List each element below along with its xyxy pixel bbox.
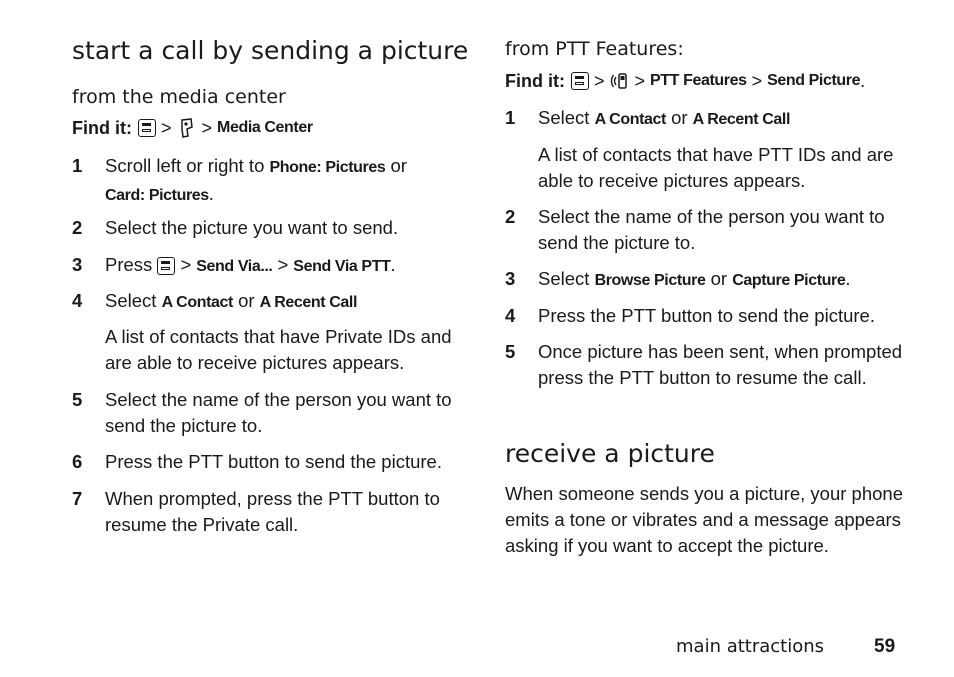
subheading-ptt-features: from PTT Features:: [505, 38, 684, 60]
step-text: [538, 266, 915, 294]
step-text-pre: Select: [538, 268, 595, 289]
step-text-mid: or: [232, 290, 260, 311]
separator: >: [593, 70, 605, 91]
step-text: Select the picture you want to send.: [105, 217, 399, 238]
step-text: [105, 288, 472, 316]
option-send-via-ptt: Send Via PTT: [293, 258, 391, 275]
step-text-post: .: [208, 183, 214, 204]
step-text-mid: or: [385, 155, 407, 176]
step-number: 4: [72, 290, 83, 311]
media-center-icon: [177, 117, 197, 139]
find-it-path: [72, 117, 313, 139]
section-title-send-picture: start a call by sending a picture: [72, 36, 469, 65]
step-text: Once picture has been sent, when prompted press the PTT button to resume the call.: [538, 341, 903, 388]
footer-section-label: main attractions: [676, 636, 825, 657]
find-it-path: [505, 70, 865, 92]
separator: >: [201, 117, 213, 138]
find-it-target: Media Center: [217, 119, 313, 136]
separator: >: [160, 117, 172, 138]
step-text-mid: or: [705, 268, 733, 289]
step-number: 6: [72, 451, 83, 472]
separator: >: [634, 70, 646, 91]
option-a-contact: A Contact: [594, 111, 666, 128]
menu-key-icon: [138, 119, 156, 137]
step-text-mid: or: [665, 107, 693, 128]
step-text: When prompted, press the PTT button to resume the Private call.: [105, 488, 440, 535]
step-text: [105, 153, 472, 209]
step-text: [105, 252, 472, 280]
step-text-pre: Press: [105, 254, 158, 275]
option-a-recent-call: A Recent Call: [692, 111, 791, 128]
step-number: 1: [72, 155, 83, 176]
find-it-send-picture: Send Picture: [767, 72, 861, 89]
find-it-post: .: [860, 70, 866, 91]
step-number: 2: [505, 206, 516, 227]
step-number: 4: [505, 305, 516, 326]
option-capture-picture: Capture Picture: [732, 272, 846, 289]
step-text: Select the name of the person you want to send the picture to.: [538, 206, 885, 253]
step-text: Select the name of the person you want to send the picture to.: [105, 389, 452, 436]
step-number: 3: [72, 254, 83, 275]
step-text: Press the PTT button to send the picture.: [538, 305, 875, 326]
menu-key-icon: [571, 72, 589, 90]
option-browse-picture: Browse Picture: [594, 272, 706, 289]
step-number: 2: [72, 217, 83, 238]
step-number: 5: [505, 341, 516, 362]
option-send-via: Send Via...: [196, 258, 273, 275]
menu-key-icon: [157, 257, 175, 275]
step-4-note: A list of contacts that have Private IDs and are able to receive pictures appears.: [105, 326, 452, 373]
step-text-pre: Scroll left or right to: [105, 155, 270, 176]
find-it-label: Find it:: [72, 117, 132, 138]
subheading-media-center: from the media center: [72, 86, 286, 108]
step-number: 3: [505, 268, 516, 289]
step-text-post: .: [390, 254, 396, 275]
separator: >: [180, 254, 192, 275]
step-text-post: .: [845, 268, 851, 289]
step-number: 5: [72, 389, 83, 410]
step-number: 7: [72, 488, 83, 509]
receive-picture-body: When someone sends you a picture, your phone emits a tone or vibrates and a message appears asking if you want to accept the picture.: [505, 483, 903, 556]
separator: >: [277, 254, 289, 275]
step-text: Press the PTT button to send the picture.: [105, 451, 442, 472]
page-number: 59: [874, 636, 896, 657]
option-a-recent-call: A Recent Call: [259, 294, 358, 311]
step-1-note: A list of contacts that have PTT IDs and are able to receive pictures appears.: [538, 144, 894, 191]
step-text-pre: Select: [538, 107, 595, 128]
find-it-label: Find it:: [505, 70, 565, 91]
step-text: [538, 105, 915, 133]
option-a-contact: A Contact: [161, 294, 233, 311]
section-title-receive-picture: receive a picture: [505, 439, 715, 468]
option-phone-pictures: Phone: Pictures: [269, 159, 386, 176]
find-it-ptt-features: PTT Features: [650, 72, 747, 89]
ptt-phone-icon: [610, 70, 630, 92]
option-card-pictures: Card: Pictures: [105, 187, 209, 204]
step-text-pre: Select: [105, 290, 162, 311]
step-number: 1: [505, 107, 516, 128]
separator: >: [751, 70, 763, 91]
